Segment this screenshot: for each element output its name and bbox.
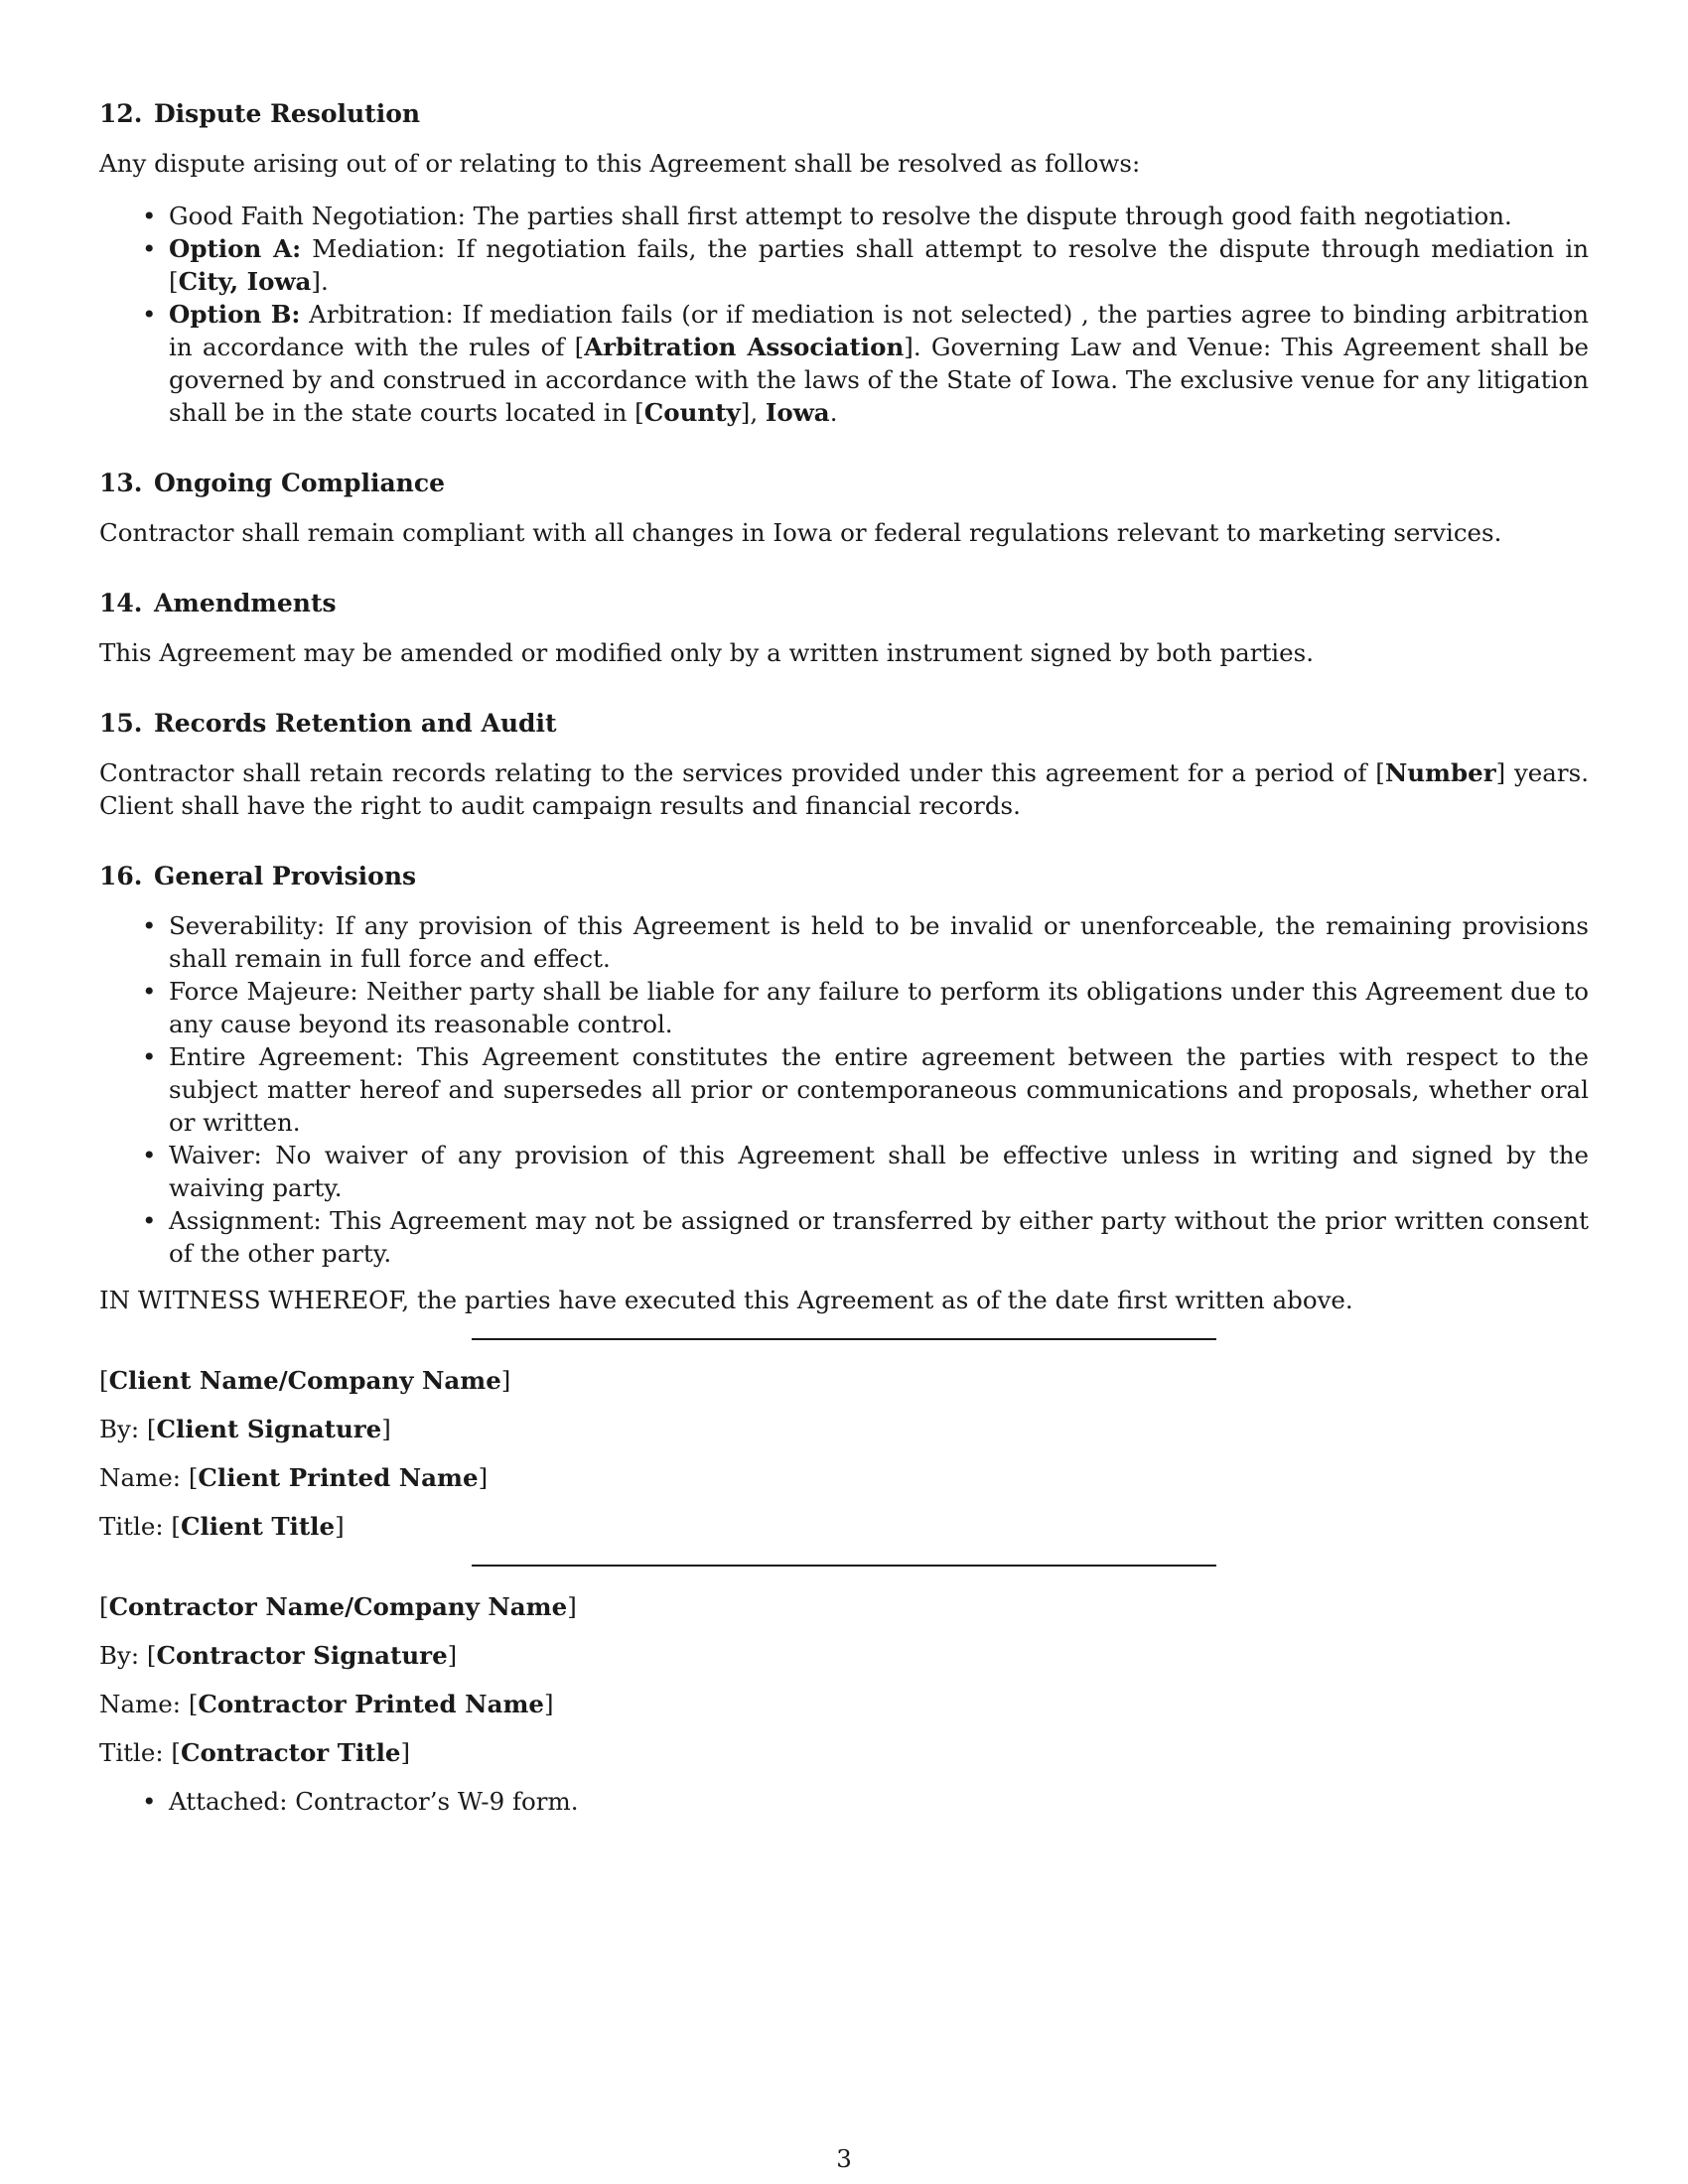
section-records-retention: [99, 707, 1589, 822]
client-title: Title: [Client Title]: [99, 1512, 345, 1541]
document-page: [99, 97, 1589, 1832]
section-title: Records Retention and Audit: [154, 709, 557, 738]
list-item: • Option A: Mediation: If negotiation fails, the parties shall attempt to resolve the dispute through mediation in [City, Iowa].: [142, 234, 1589, 296]
section-amendments: [99, 587, 1589, 669]
page-number: 3: [836, 2144, 852, 2173]
section-heading: [99, 860, 1589, 892]
section-intro: Any dispute arising out of or relating to this Agreement shall be resolved as follows:: [99, 149, 1141, 178]
section-title: Dispute Resolution: [154, 99, 421, 128]
section-ongoing-compliance: [99, 467, 1589, 549]
section-body: Contractor shall retain records relating to the services provided under this agreement for a period of [Number] years. Client shall have the right to audit campaign results and financial records.: [99, 758, 1589, 820]
section-number: 14.: [99, 589, 143, 617]
list-item: • Waiver: No waiver of any provision of this Agreement shall be effective unless in writing and signed by the waiving party.: [142, 1141, 1589, 1202]
contractor-company: [Contractor Name/Company Name]: [99, 1592, 577, 1621]
section-heading: [99, 707, 1589, 740]
section-body: This Agreement may be amended or modified only by a written instrument signed by both parties.: [99, 638, 1315, 667]
client-signature-line: [472, 1338, 1216, 1340]
contractor-signature-line: [472, 1565, 1216, 1567]
bullet-icon: •: [142, 1042, 157, 1071]
bullet-icon: •: [142, 202, 157, 230]
section-title: General Provisions: [154, 862, 417, 890]
section-number: 13.: [99, 469, 143, 497]
witness-statement: IN WITNESS WHEREOF, the parties have executed this Agreement as of the date first written above.: [99, 1286, 1353, 1314]
attachments-list: [99, 1785, 1589, 1818]
contractor-title: Title: [Contractor Title]: [99, 1738, 411, 1767]
bullet-icon: •: [142, 1206, 157, 1235]
list-item: • Assignment: This Agreement may not be assigned or transferred by either party without the prior written consent of the other party.: [142, 1206, 1589, 1268]
section-heading: [99, 467, 1589, 499]
bullet-icon: •: [142, 1141, 157, 1169]
list-item: • Option B: Arbitration: If mediation fails (or if mediation is not selected) , the parties agree to binding arbitration in accordance with the rules of [Arbitration Association]. Governing Law and Venue: This Agreement shall be governed by and construed in accordance with the laws of the State of Iowa. The exclusive venue for any litigation shall be in the state courts located in [County], Iowa.: [142, 300, 1590, 427]
section-body: Contractor shall remain compliant with all changes in Iowa or federal regulations relevant to marketing services.: [99, 518, 1502, 547]
client-company: [Client Name/Company Name]: [99, 1366, 511, 1395]
client-by: By: [Client Signature]: [99, 1415, 391, 1443]
contractor-name: Name: [Contractor Printed Name]: [99, 1690, 554, 1718]
bullet-icon: •: [142, 234, 157, 263]
contractor-by: By: [Contractor Signature]: [99, 1641, 458, 1670]
list-item: • Attached: Contractor’s W-9 form.: [142, 1787, 579, 1816]
dispute-options-list: [99, 200, 1589, 429]
bullet-icon: •: [142, 977, 157, 1006]
bullet-icon: •: [142, 911, 157, 940]
bullet-icon: •: [142, 300, 157, 329]
client-name: Name: [Client Printed Name]: [99, 1463, 489, 1492]
general-provisions-list: [99, 909, 1589, 1270]
section-number: 12.: [99, 99, 143, 128]
section-title: Ongoing Compliance: [154, 469, 445, 497]
list-item: • Severability: If any provision of this Agreement is held to be invalid or unenforceable, the remaining provisions shall remain in full force and effect.: [142, 911, 1589, 973]
section-dispute-resolution: [99, 97, 1589, 429]
section-number: 16.: [99, 862, 143, 890]
bullet-icon: •: [142, 1787, 157, 1816]
section-heading: [99, 587, 1589, 619]
section-number: 15.: [99, 709, 143, 738]
section-general-provisions: [99, 860, 1589, 1270]
list-item: • Good Faith Negotiation: The parties shall first attempt to resolve the dispute through good faith negotiation.: [142, 202, 1512, 230]
contractor-signature-block: [99, 1590, 1589, 1769]
list-item: • Entire Agreement: This Agreement constitutes the entire agreement between the parties with respect to the subject matter hereof and supersedes all prior or contemporaneous communications and proposals, whether oral or written.: [142, 1042, 1589, 1137]
client-signature-block: [99, 1364, 1589, 1543]
section-heading: [99, 97, 1589, 130]
list-item: • Force Majeure: Neither party shall be liable for any failure to perform its obligations under this Agreement due to any cause beyond its reasonable control.: [142, 977, 1589, 1038]
section-title: Amendments: [154, 589, 337, 617]
